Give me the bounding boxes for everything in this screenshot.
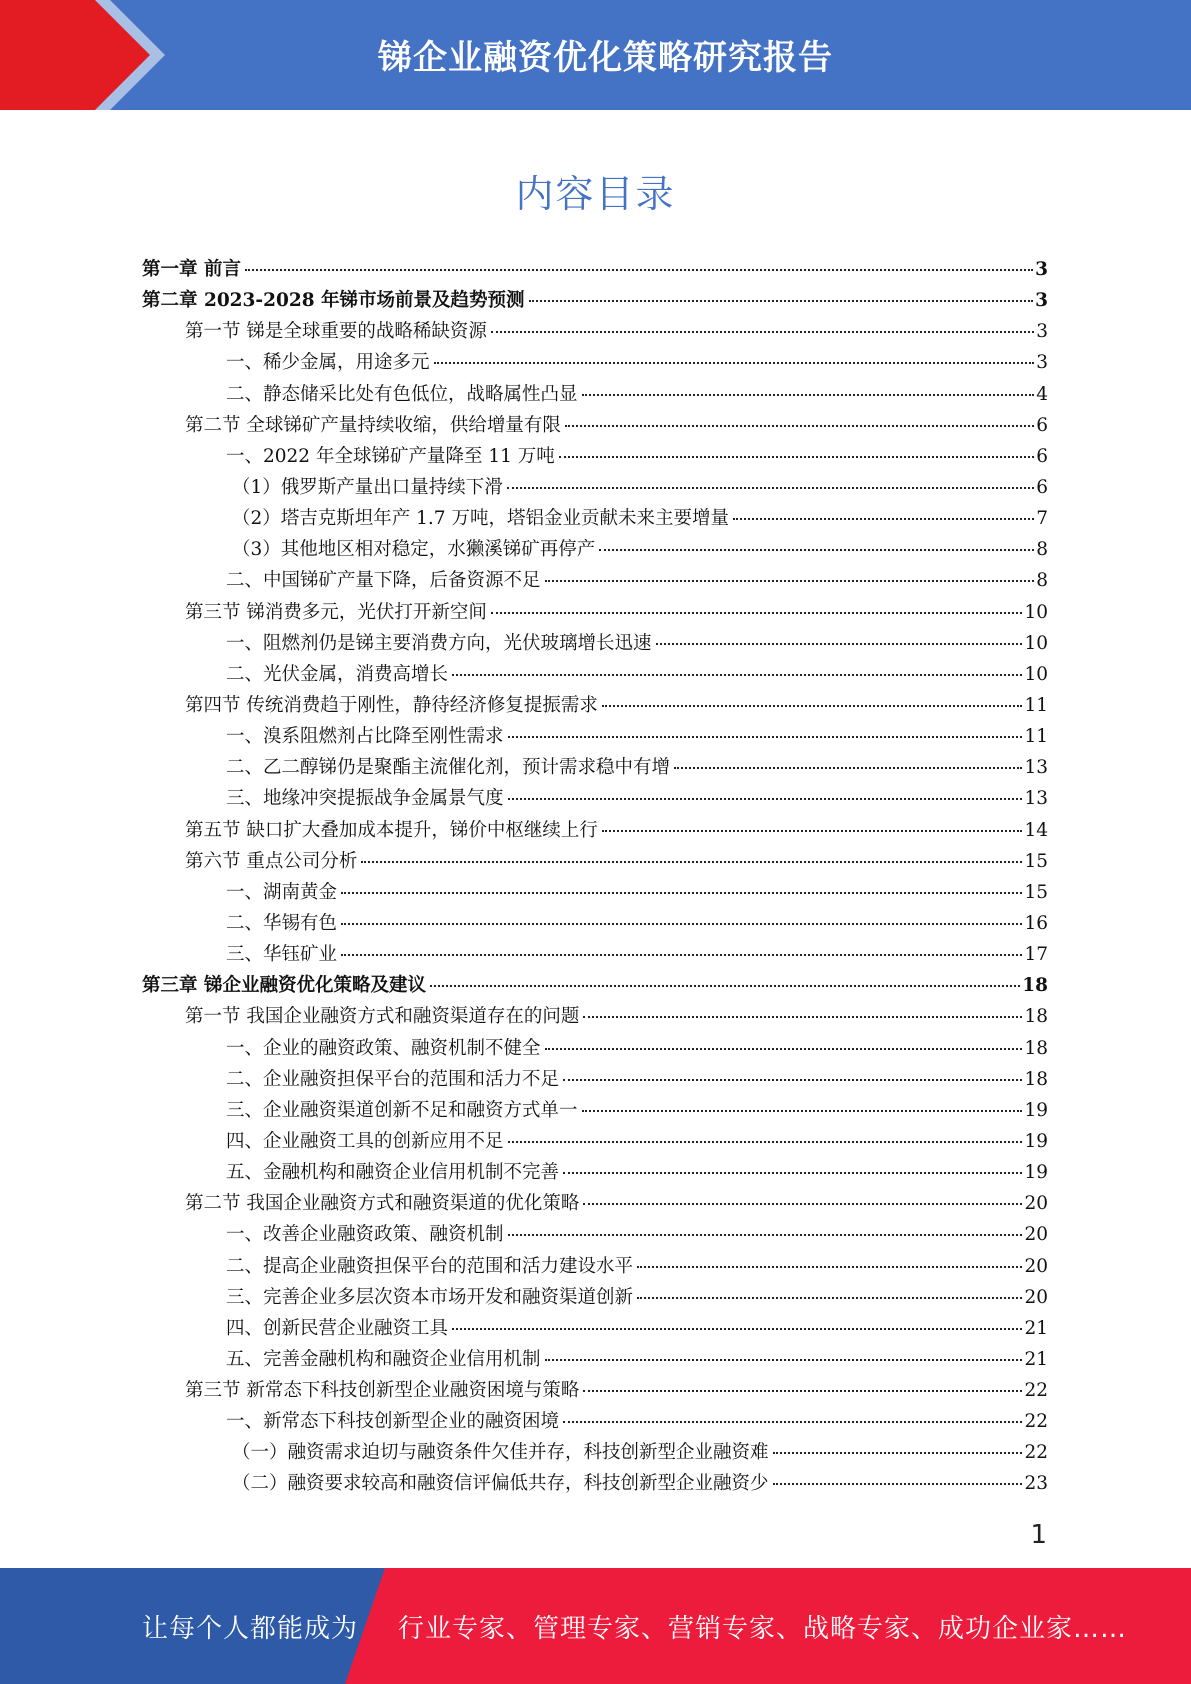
toc-leader-dots	[341, 891, 1022, 894]
toc-entry-label: 第二节 全球锑矿产量持续收缩，供给增量有限	[185, 414, 561, 436]
toc-entry[interactable]	[142, 347, 1048, 378]
toc-leader-dots	[583, 1202, 1022, 1205]
toc-entry-page: 18	[1024, 1037, 1048, 1059]
toc-leader-dots	[508, 1140, 1023, 1143]
toc-entry[interactable]	[142, 939, 1048, 970]
toc-entry-label: 五、金融机构和融资企业信用机制不完善	[226, 1162, 560, 1184]
toc-leader-dots	[545, 579, 1035, 582]
toc-entry[interactable]	[142, 628, 1048, 659]
toc-leader-dots	[507, 486, 1034, 489]
toc-leader-dots	[361, 860, 1022, 863]
toc-entry-page: 16	[1024, 912, 1048, 934]
toc-leader-dots	[656, 642, 1023, 645]
toc-entry-page: 10	[1024, 632, 1048, 654]
toc-entry-page: 11	[1024, 694, 1048, 716]
toc-entry[interactable]	[142, 1064, 1048, 1095]
toc-leader-dots	[508, 1233, 1023, 1236]
toc-leader-dots	[452, 1327, 1022, 1330]
toc-leader-dots	[773, 1482, 1023, 1485]
toc-entry[interactable]	[142, 534, 1048, 565]
toc-entry[interactable]	[142, 1251, 1048, 1282]
toc-leader-dots	[341, 922, 1022, 925]
toc-entry-page: 18	[1024, 1006, 1048, 1028]
toc-entry-label: 一、新常态下科技创新型企业的融资困境	[226, 1411, 560, 1433]
toc-entry[interactable]	[142, 410, 1048, 441]
toc-entry[interactable]	[142, 908, 1048, 939]
toc-leader-dots	[773, 1451, 1023, 1454]
toc-entry[interactable]	[142, 1033, 1048, 1064]
toc-entry-label: （3）其他地区相对稳定，水獭溪锑矿再停产	[232, 539, 596, 561]
toc-entry-label: 第三节 锑消费多元，光伏打开新空间	[185, 601, 487, 623]
toc-leader-dots	[637, 1296, 1022, 1299]
toc-entry[interactable]	[142, 503, 1048, 534]
toc-entry[interactable]	[142, 254, 1048, 285]
toc-entry-label: （二）融资要求较高和融资信评偏低共存，科技创新型企业融资少	[232, 1473, 769, 1495]
toc-entry-label: （2）塔吉克斯坦年产 1.7 万吨，塔铝金业贡献未来主要增量	[232, 508, 729, 530]
toc-leader-dots	[545, 1047, 1023, 1050]
toc-leader-dots	[491, 611, 1023, 614]
toc-entry[interactable]	[142, 783, 1048, 814]
footer-slogan-left: 让每个人都能成为	[142, 1614, 359, 1644]
toc-entry-label: 第一节 我国企业融资方式和融资渠道存在的问题	[185, 1006, 580, 1028]
toc-entry-page: 21	[1024, 1317, 1048, 1339]
toc-leader-dots	[245, 268, 1033, 271]
toc-entry-label: 第一节 锑是全球重要的战略稀缺资源	[185, 321, 487, 343]
toc-entry-label: （1）俄罗斯产量出口量持续下滑	[232, 476, 503, 498]
toc-entry-page: 13	[1024, 757, 1048, 779]
toc-entry[interactable]	[142, 565, 1048, 596]
toc-entry-page: 10	[1024, 663, 1048, 685]
toc-entry-label: 第二章 2023-2028 年锑市场前景及趋势预测	[142, 290, 525, 312]
toc-heading: 内容目录	[515, 172, 676, 216]
toc-entry-page: 13	[1024, 788, 1048, 810]
toc-entry[interactable]	[142, 752, 1048, 783]
toc-entry-label: 二、中国锑矿产量下降，后备资源不足	[226, 570, 541, 592]
toc-entry[interactable]	[142, 597, 1048, 628]
toc-entry[interactable]	[142, 472, 1048, 503]
toc-entry-page: 20	[1024, 1193, 1048, 1215]
toc-leader-dots	[582, 1109, 1023, 1112]
toc-entry-label: 一、湖南黄金	[226, 881, 338, 903]
toc-leader-dots	[565, 424, 1034, 427]
toc-entry-page: 14	[1024, 819, 1048, 841]
toc-entry-page: 22	[1024, 1411, 1048, 1433]
toc-entry-page: 17	[1024, 944, 1048, 966]
toc-leader-dots	[559, 455, 1034, 458]
toc-entry-label: 二、光伏金属，消费高增长	[226, 663, 449, 685]
toc-leader-dots	[602, 829, 1023, 832]
toc-entry[interactable]	[142, 316, 1048, 347]
toc-entry-page: 3	[1036, 352, 1048, 374]
toc-entry-label: 第二节 我国企业融资方式和融资渠道的优化策略	[185, 1193, 580, 1215]
toc-entry-page: 19	[1024, 1130, 1048, 1152]
toc-entry[interactable]	[142, 815, 1048, 846]
toc-entry[interactable]	[142, 1095, 1048, 1126]
toc-entry-label: （一）融资需求迫切与融资条件欠佳并存，科技创新型企业融资难	[232, 1442, 769, 1464]
toc-entry-label: 一、企业的融资政策、融资机制不健全	[226, 1037, 541, 1059]
toc-entry[interactable]	[142, 877, 1048, 908]
toc-entry-page: 15	[1024, 881, 1048, 903]
toc-entry[interactable]	[142, 1282, 1048, 1313]
toc-leader-dots	[733, 517, 1034, 520]
toc-entry-page: 8	[1036, 570, 1048, 592]
toc-entry[interactable]	[142, 1375, 1048, 1406]
toc-entry-page: 7	[1036, 508, 1048, 530]
toc-entry-page: 3	[1035, 290, 1048, 312]
toc-entry-page: 6	[1036, 414, 1048, 436]
toc-entry[interactable]	[142, 659, 1048, 690]
toc-entry-page: 6	[1036, 445, 1048, 467]
toc-entry-page: 22	[1024, 1442, 1048, 1464]
toc-entry-label: 第四节 传统消费趋于刚性，静待经济修复提振需求	[185, 694, 598, 716]
page-footer	[0, 1568, 1191, 1684]
toc-entry-label: 四、企业融资工具的创新应用不足	[226, 1130, 504, 1152]
toc-entry-label: 一、2022 年全球锑矿产量降至 11 万吨	[226, 445, 555, 467]
toc-leader-dots	[563, 1420, 1022, 1423]
toc-entry-label: 五、完善金融机构和融资企业信用机制	[226, 1348, 541, 1370]
toc-entry[interactable]	[142, 721, 1048, 752]
toc-leader-dots	[508, 735, 1023, 738]
toc-entry-label: 二、提高企业融资担保平台的范围和活力建设水平	[226, 1255, 634, 1277]
toc-entry-page: 22	[1024, 1380, 1048, 1402]
toc-entry-page: 6	[1036, 476, 1048, 498]
toc-leader-dots	[583, 1389, 1022, 1392]
table-of-contents	[142, 254, 1048, 1500]
toc-entry-page: 19	[1024, 1099, 1048, 1121]
toc-entry-page: 11	[1024, 726, 1048, 748]
toc-entry-page: 8	[1036, 539, 1048, 561]
toc-entry[interactable]	[142, 846, 1048, 877]
toc-entry-page: 20	[1024, 1255, 1048, 1277]
toc-entry-label: 第三节 新常态下科技创新型企业融资困境与策略	[185, 1380, 580, 1402]
toc-leader-dots	[582, 393, 1035, 396]
toc-leader-dots	[491, 330, 1034, 333]
toc-entry-page: 20	[1024, 1224, 1048, 1246]
report-title: 锑企业融资优化策略研究报告	[378, 38, 833, 78]
toc-entry[interactable]	[142, 690, 1048, 721]
toc-entry-page: 10	[1024, 601, 1048, 623]
toc-entry-page: 18	[1022, 975, 1048, 997]
toc-entry[interactable]	[142, 441, 1048, 472]
toc-entry-page: 19	[1024, 1162, 1048, 1184]
toc-leader-dots	[563, 1078, 1022, 1081]
toc-entry-label: 四、创新民营企业融资工具	[226, 1317, 449, 1339]
toc-entry[interactable]	[142, 1468, 1048, 1499]
toc-leader-dots	[563, 1171, 1022, 1174]
toc-leader-dots	[341, 953, 1022, 956]
toc-leader-dots	[599, 548, 1034, 551]
toc-entry-label: 二、华锡有色	[226, 912, 338, 934]
toc-entry[interactable]	[142, 1126, 1048, 1157]
page-header	[0, 0, 1191, 110]
toc-entry[interactable]	[142, 1157, 1048, 1188]
toc-entry-label: 三、企业融资渠道创新不足和融资方式单一	[226, 1099, 578, 1121]
toc-leader-dots	[545, 1358, 1023, 1361]
toc-leader-dots	[452, 673, 1022, 676]
toc-entry-label: 二、乙二醇锑仍是聚酯主流催化剂，预计需求稳中有增	[226, 757, 671, 779]
page-number: 1	[1030, 1520, 1047, 1550]
toc-entry-label: 第五节 缺口扩大叠加成本提升，锑价中枢继续上行	[185, 819, 598, 841]
toc-leader-dots	[508, 797, 1023, 800]
footer-slogan-right: 行业专家、管理专家、营销专家、战略专家、成功企业家……	[398, 1614, 1128, 1644]
toc-entry[interactable]	[142, 1313, 1048, 1344]
toc-leader-dots	[637, 1265, 1022, 1268]
toc-entry[interactable]	[142, 1344, 1048, 1375]
toc-entry-page: 15	[1024, 850, 1048, 872]
toc-leader-dots	[434, 361, 1035, 364]
toc-entry-page: 20	[1024, 1286, 1048, 1308]
toc-leader-dots	[583, 1015, 1022, 1018]
toc-entry-label: 二、静态储采比处有色低位，战略属性凸显	[226, 383, 578, 405]
toc-entry[interactable]	[142, 970, 1048, 1001]
toc-entry-label: 一、溴系阻燃剂占比降至刚性需求	[226, 726, 504, 748]
toc-entry-page: 3	[1035, 259, 1048, 280]
toc-leader-dots	[602, 704, 1023, 707]
toc-entry-label: 第一章 前言	[142, 259, 241, 280]
toc-entry-label: 第三章 锑企业融资优化策略及建议	[142, 975, 426, 997]
toc-entry-label: 一、稀少金属，用途多元	[226, 352, 430, 374]
toc-entry[interactable]	[142, 1219, 1048, 1250]
toc-leader-dots	[430, 984, 1020, 987]
toc-entry-label: 三、地缘冲突提振战争金属景气度	[226, 788, 504, 810]
toc-entry[interactable]	[142, 285, 1048, 316]
toc-entry-label: 三、完善企业多层次资本市场开发和融资渠道创新	[226, 1286, 634, 1308]
toc-entry-page: 4	[1036, 383, 1048, 405]
toc-entry[interactable]	[142, 1406, 1048, 1437]
toc-entry-label: 二、企业融资担保平台的范围和活力不足	[226, 1068, 560, 1090]
toc-entry-label: 三、华钰矿业	[226, 944, 338, 966]
toc-entry-label: 第六节 重点公司分析	[185, 850, 358, 872]
toc-entry-label: 一、阻燃剂仍是锑主要消费方向，光伏玻璃增长迅速	[226, 632, 652, 654]
toc-entry[interactable]	[142, 1437, 1048, 1468]
toc-entry-page: 3	[1036, 321, 1048, 343]
toc-entry[interactable]	[142, 379, 1048, 410]
toc-entry-page: 18	[1024, 1068, 1048, 1090]
toc-entry[interactable]	[142, 1188, 1048, 1219]
toc-entry-label: 一、改善企业融资政策、融资机制	[226, 1224, 504, 1246]
toc-entry[interactable]	[142, 1001, 1048, 1032]
toc-leader-dots	[674, 766, 1022, 769]
toc-entry-page: 21	[1024, 1348, 1048, 1370]
toc-leader-dots	[529, 299, 1034, 302]
toc-entry-page: 23	[1024, 1473, 1048, 1495]
